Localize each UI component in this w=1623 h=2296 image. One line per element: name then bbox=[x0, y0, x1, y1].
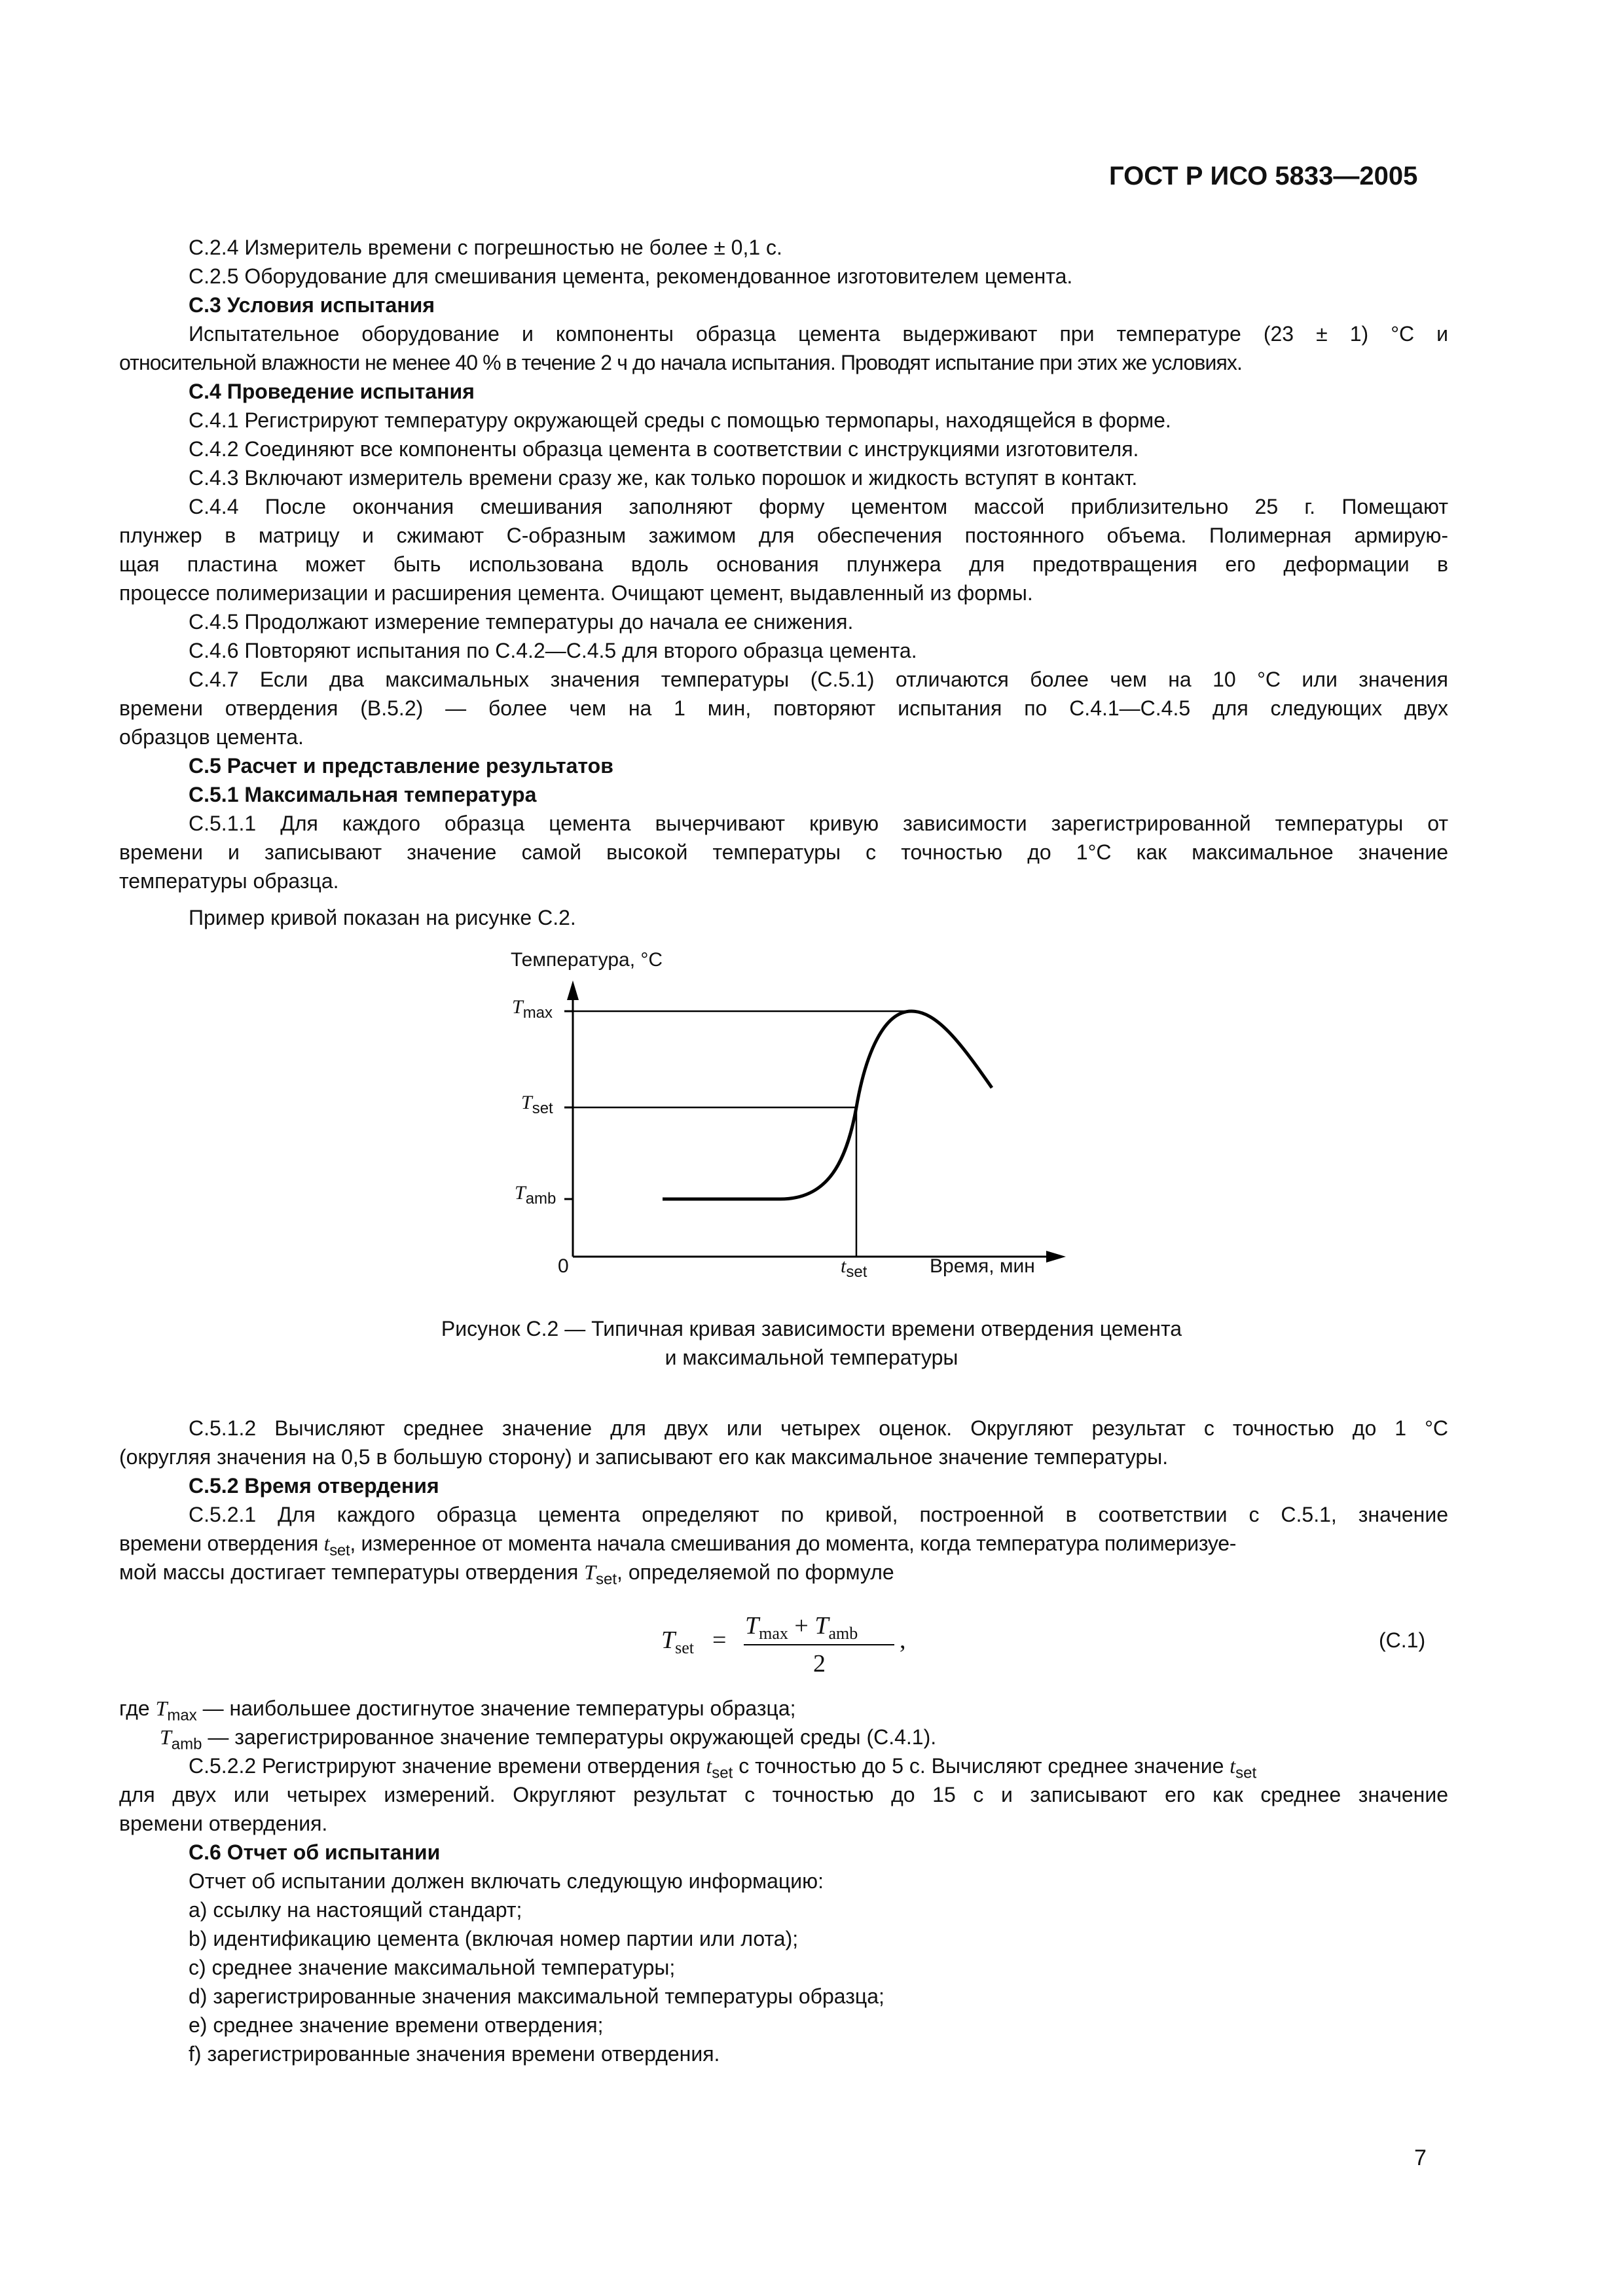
para-c44-line3: щая пластина может быть использована вдоль основания плунжера для предотвращения его деформации в bbox=[119, 552, 1448, 576]
figure-caption-line2: и максимальной температуры bbox=[665, 1346, 958, 1369]
para-c512-line1: С.5.1.2 Вычисляют среднее значение для двух или четырех оценок. Округляют результат с точностью до 1 °С bbox=[189, 1416, 1448, 1440]
chart-x-label: Время, мин bbox=[930, 1255, 1035, 1277]
para-c511-example: Пример кривой показан на рисунке С.2. bbox=[189, 906, 576, 929]
para-c522-line1: С.5.2.2 Регистрируют значение времени отвердения $t_{set}$ с точностью до 5 с. Вычисляют среднее значение $t_{set}$ bbox=[189, 1754, 1257, 1782]
para-c3-line1: Испытательное оборудование и компоненты образца цемента выдерживают при температуре (23 ± 1) °С и bbox=[189, 322, 1448, 346]
formula-c1 bbox=[661, 1611, 923, 1690]
para-c6-intro: Отчет об испытании должен включать следующую информацию: bbox=[189, 1869, 824, 1893]
para-c522-line2: для двух или четырех измерений. Округляют результат с точностью до 15 с и записывают его как среднее значение bbox=[119, 1783, 1448, 1806]
para-c44-line4: процессе полимеризации и расширения цемента. Очищают цемент, выдавленный из формы. bbox=[119, 581, 1033, 605]
tick-label-tmax: $T_{max}$ bbox=[512, 996, 553, 1022]
formula-fraction-bar bbox=[744, 1644, 894, 1645]
formula-denominator: 2 bbox=[813, 1650, 826, 1677]
where-tamb: $T_{amb}$ — зарегистрированное значение температуры окружающей среды (С.4.1). bbox=[160, 1725, 937, 1753]
temperature-curve bbox=[663, 1011, 992, 1199]
heading-c52: С.5.2 Время отвердения bbox=[189, 1474, 439, 1498]
document-id: ГОСТ Р ИСО 5833—2005 bbox=[1109, 162, 1418, 190]
list-item: b) идентификацию цемента (включая номер партии или лота); bbox=[189, 1927, 799, 1950]
list-item: d) зарегистрированные значения максимальной температуры образца; bbox=[189, 1984, 884, 2008]
para-c44-line2: плунжер в матрицу и сжимают С-образным зажимом для обеспечения постоянного объема. Полимерная армирую- bbox=[119, 524, 1448, 547]
para-c511-line2: времени и записывают значение самой высокой температуры с точностью до 1°С как максимальное значение bbox=[119, 840, 1448, 864]
formula-equals: = bbox=[712, 1626, 727, 1654]
para-c511-line3: температуры образца. bbox=[119, 869, 339, 893]
tick-label-tset-x: $t_{set}$ bbox=[841, 1255, 867, 1281]
para-c45: С.4.5 Продолжают измерение температуры до начала ее снижения. bbox=[189, 610, 854, 634]
list-item: a) ссылку на настоящий стандарт; bbox=[189, 1898, 522, 1922]
para-c3-line2: относительной влажности не менее 40 % в течение 2 ч до начала испытания. Проводят испытание при этих же условиях. bbox=[119, 351, 1242, 374]
heading-c5: С.5 Расчет и представление результатов bbox=[189, 754, 613, 778]
formula-number: (С.1) bbox=[1379, 1628, 1426, 1652]
chart-origin-label: 0 bbox=[558, 1255, 569, 1277]
page-number: 7 bbox=[1414, 2145, 1427, 2170]
figure-c2 bbox=[484, 942, 1074, 1296]
formula-numerator: $T_{max} + T_{amb}$ bbox=[745, 1612, 858, 1643]
para-c522-line3: времени отвердения. bbox=[119, 1812, 328, 1835]
figure-caption-line1: Рисунок С.2 — Типичная кривая зависимости времени отвердения цемента bbox=[441, 1317, 1182, 1340]
heading-c3: С.3 Условия испытания bbox=[189, 293, 435, 317]
para-c41: С.4.1 Регистрируют температуру окружающей среды с помощью термопары, находящейся в форме. bbox=[189, 408, 1171, 432]
list-item: f) зарегистрированные значения времени отвердения. bbox=[189, 2042, 720, 2066]
para-c25: С.2.5 Оборудование для смешивания цемента, рекомендованное изготовителем цемента. bbox=[189, 264, 1073, 288]
para-c521-line2: времени отвердения $t_{set}$, измеренное от момента начала смешивания до момента, когда температура полимеризуе- bbox=[119, 1532, 1237, 1560]
list-item: e) среднее значение времени отвердения; bbox=[189, 2013, 604, 2037]
para-c47-line1: С.4.7 Если два максимальных значения температуры (С.5.1) отличаются более чем на 10 °С или значения bbox=[189, 668, 1448, 691]
para-c43: С.4.3 Включают измеритель времени сразу же, как только порошок и жидкость вступят в контакт. bbox=[189, 466, 1138, 490]
tick-label-tset: $T_{set}$ bbox=[521, 1092, 553, 1117]
para-c24: С.2.4 Измеритель времени с погрешностью не более ± 0,1 с. bbox=[189, 236, 782, 259]
para-c47-line3: образцов цемента. bbox=[119, 725, 304, 749]
chart-y-label: Температура, °С bbox=[511, 949, 663, 971]
tick-label-tamb: $T_{amb}$ bbox=[515, 1182, 556, 1208]
formula-lhs: $T_{set}$ bbox=[661, 1626, 695, 1657]
para-c42: С.4.2 Соединяют все компоненты образца цемента в соответствии с инструкциями изготовителя. bbox=[189, 437, 1139, 461]
list-item: c) среднее значение максимальной температуры; bbox=[189, 1956, 676, 1979]
heading-c4: С.4 Проведение испытания bbox=[189, 380, 475, 403]
para-c46: С.4.6 Повторяют испытания по С.4.2—С.4.5 для второго образца цемента. bbox=[189, 639, 917, 662]
para-c47-line2: времени отвердения (В.5.2) — более чем на 1 мин, повторяют испытания по С.4.1—С.4.5 для следующих двух bbox=[119, 696, 1448, 720]
x-axis-arrow bbox=[1046, 1251, 1066, 1263]
para-c512-line2: (округляя значения на 0,5 в большую сторону) и записывают его как максимальное значение температуры. bbox=[119, 1445, 1169, 1469]
para-c521-line3: мой массы достигает температуры отвердения $T_{set}$, определяемой по формуле bbox=[119, 1560, 894, 1588]
y-axis-arrow bbox=[567, 980, 579, 1000]
para-c44-line1: С.4.4 После окончания смешивания заполняют форму цементом массой приблизительно 25 г. Помещают bbox=[189, 495, 1448, 518]
para-c521-line1: С.5.2.1 Для каждого образца цемента определяют по кривой, построенной в соответствии с С.5.1, значение bbox=[189, 1503, 1448, 1526]
heading-c51: С.5.1 Максимальная температура bbox=[189, 783, 537, 806]
chart-svg bbox=[484, 942, 1074, 1296]
where-tmax: где $T_{max}$ — наибольшее достигнутое значение температуры образца; bbox=[119, 1696, 796, 1725]
para-c511-line1: С.5.1.1 Для каждого образца цемента вычерчивают кривую зависимости зарегистрированной температуры от bbox=[189, 812, 1448, 835]
heading-c6: С.6 Отчет об испытании bbox=[189, 1840, 441, 1864]
formula-comma: , bbox=[900, 1626, 906, 1654]
